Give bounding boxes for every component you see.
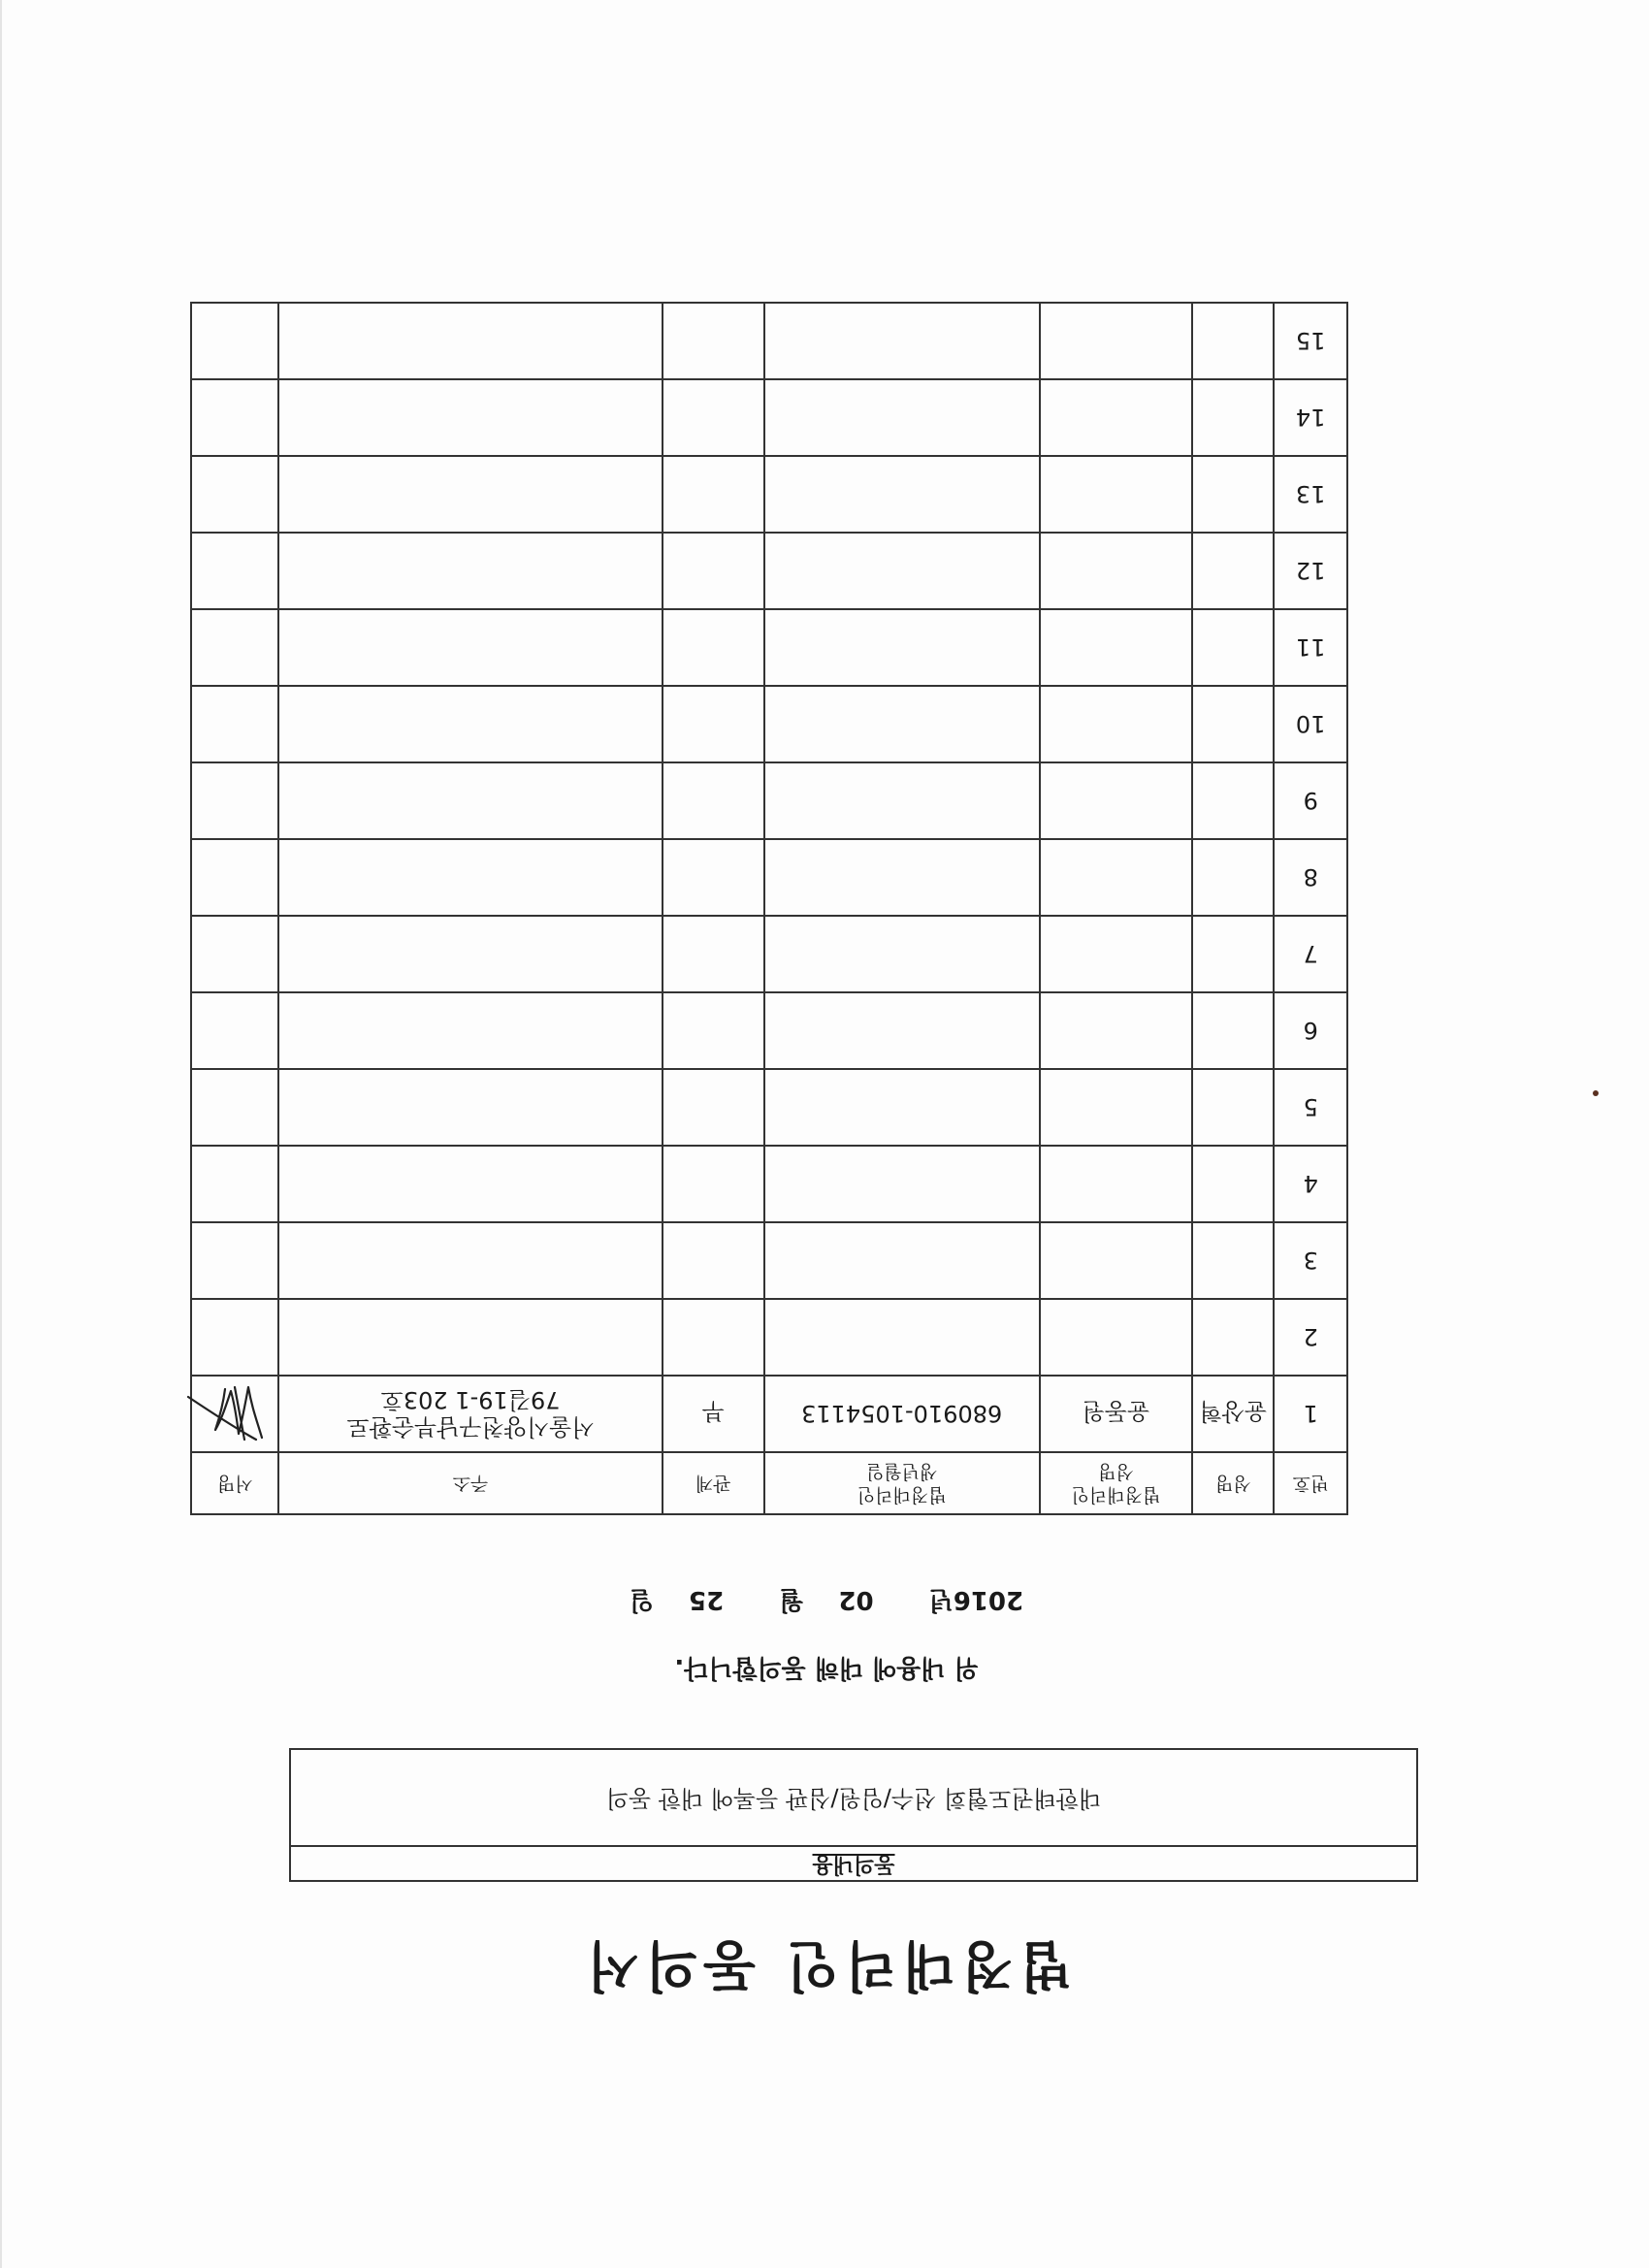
scan-speck [1593, 1090, 1599, 1096]
cell-no: 2 [1274, 1299, 1347, 1376]
cell-no: 6 [1274, 992, 1347, 1069]
cell-no: 9 [1274, 762, 1347, 839]
cell-guardian-name: 윤동원 [1040, 1376, 1193, 1452]
agreement-text: 위 내용에 대해 동의합니다. [674, 1653, 979, 1682]
date-day: 25 [689, 1585, 725, 1614]
cell-address [278, 1376, 662, 1452]
table-row [191, 1146, 1347, 1222]
header-address: 주소 [278, 1452, 662, 1514]
header-guardian-name [1040, 1452, 1193, 1514]
document-rotated [2, 0, 1649, 2268]
table-row [191, 1299, 1347, 1376]
table-row [191, 686, 1347, 762]
header-guardian-name-line1: 법정대리인 [1071, 1484, 1161, 1506]
table-row [191, 456, 1347, 533]
cell-no: 3 [1274, 1222, 1347, 1299]
header-relation: 관계 [663, 1452, 764, 1514]
date-day-unit: 일 [629, 1585, 655, 1614]
header-signature: 서명 [191, 1452, 278, 1514]
header-no: 번호 [1274, 1452, 1347, 1514]
cell-no: 8 [1274, 839, 1347, 916]
handwritten-signature [186, 1380, 274, 1448]
consent-header [291, 1845, 1416, 1880]
header-guardian-birth-line1: 법정대리인 [857, 1484, 947, 1506]
cell-relation: 부 [663, 1376, 764, 1452]
guardian-table [190, 302, 1348, 1515]
date-month-unit: 월 [779, 1585, 804, 1614]
table-row [191, 1376, 1347, 1452]
cell-signature [191, 1376, 278, 1452]
date-year: 2016년 [928, 1585, 1024, 1614]
cell-guardian-birth: 680910-1054113 [764, 1376, 1040, 1452]
date-month: 02 [838, 1585, 874, 1614]
table-row [191, 1069, 1347, 1146]
cell-no: 5 [1274, 1069, 1347, 1146]
table-row [191, 303, 1347, 379]
table-row [191, 533, 1347, 609]
consent-header-label: 동의내용 [812, 1852, 895, 1876]
table-row [191, 992, 1347, 1069]
table-row [191, 839, 1347, 916]
cell-no: 15 [1274, 303, 1347, 379]
table-row [191, 379, 1347, 456]
cell-address-line2: 79길19-1 203호 [380, 1386, 561, 1414]
header-name: 성명 [1192, 1452, 1274, 1514]
cell-no: 4 [1274, 1146, 1347, 1222]
cell-no: 12 [1274, 533, 1347, 609]
table-row [191, 916, 1347, 992]
cell-no: 1 [1274, 1376, 1347, 1452]
table-row [191, 762, 1347, 839]
cell-no: 10 [1274, 686, 1347, 762]
cell-address-line1: 서울시양천구남부순환로 [346, 1413, 595, 1442]
header-guardian-birth [764, 1452, 1040, 1514]
cell-no: 11 [1274, 609, 1347, 686]
document-title: 법정대리인 동의서 [580, 1933, 1073, 1996]
cell-no: 13 [1274, 456, 1347, 533]
table-row [191, 1222, 1347, 1299]
consent-body: 대한태권도협회 선수/임원/심판 등록에 대한 동의 [605, 1785, 1102, 1812]
cell-no: 14 [1274, 379, 1347, 456]
table-header-row [191, 1452, 1347, 1514]
table-row [191, 609, 1347, 686]
date-line [2, 1584, 1649, 1620]
header-guardian-name-line2: 성명 [1098, 1461, 1134, 1482]
consent-box [289, 1748, 1418, 1882]
cell-no: 7 [1274, 916, 1347, 992]
cell-name: 윤상혁 [1192, 1376, 1274, 1452]
header-guardian-birth-line2: 생년월일 [865, 1461, 938, 1482]
